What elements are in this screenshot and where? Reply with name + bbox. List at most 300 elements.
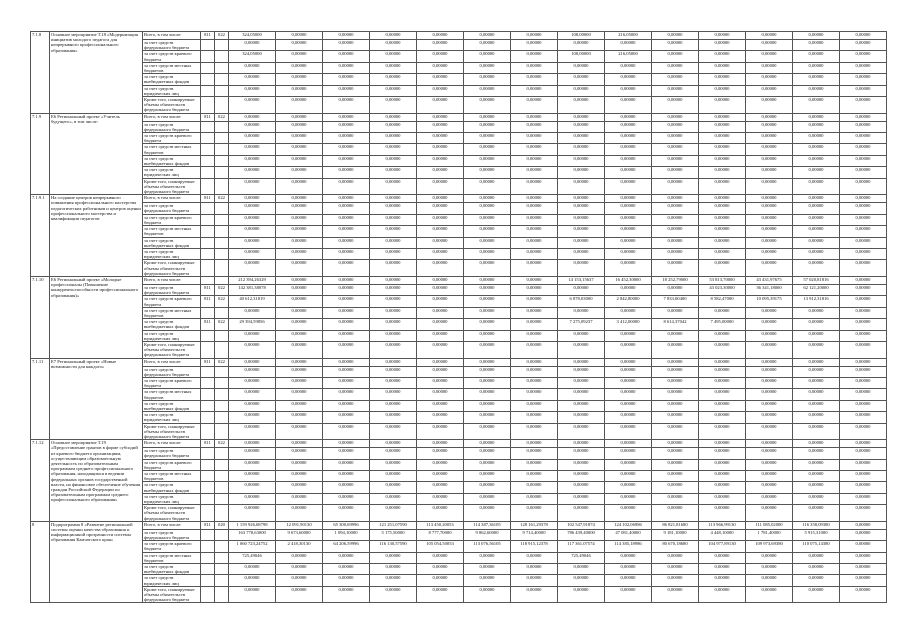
table-row bbox=[31, 133, 887, 144]
amount-cell: 0,00000 bbox=[699, 423, 746, 440]
amount-cell: 0,00000 bbox=[229, 400, 276, 411]
table-row bbox=[31, 32, 887, 40]
grbs-code bbox=[201, 248, 215, 259]
amount-cell: 0,00000 bbox=[323, 97, 370, 114]
amount-cell: 116 358,09380 bbox=[793, 521, 840, 529]
amount-cell: 0,00000 bbox=[840, 412, 887, 423]
amount-cell: 0,00000 bbox=[793, 40, 840, 51]
amount-cell: 0,00000 bbox=[229, 330, 276, 341]
amount-cell: 0,00000 bbox=[276, 377, 323, 388]
amount-cell: 0,00000 bbox=[699, 74, 746, 85]
amount-cell: 0,00000 bbox=[417, 248, 464, 259]
amount-cell: 7 275,09237 bbox=[558, 319, 605, 330]
item-title: Подпрограмма 8 «Развитие региональной системы оценки качества образования и информационной прозрачности системы образования Камчатского края» bbox=[50, 521, 143, 603]
amount-cell: 0,00000 bbox=[699, 575, 746, 586]
amount-cell: 0,00000 bbox=[229, 248, 276, 259]
amount-cell: 1 060 723,24752 bbox=[229, 541, 276, 552]
amount-cell: 0,00000 bbox=[840, 307, 887, 318]
program-code: 022 bbox=[215, 284, 229, 295]
grbs-code bbox=[201, 133, 215, 144]
grbs-code bbox=[201, 377, 215, 388]
grbs-code bbox=[201, 330, 215, 341]
amount-cell: 0,00000 bbox=[464, 377, 511, 388]
amount-cell: 0,00000 bbox=[276, 493, 323, 504]
amount-cell: 0,00000 bbox=[323, 133, 370, 144]
amount-cell: 0,00000 bbox=[605, 505, 652, 522]
funding-source: за счет средств внебюджетных фондов bbox=[143, 482, 201, 493]
grbs-code bbox=[201, 74, 215, 85]
item-number: 7.1.11 bbox=[31, 358, 50, 440]
amount-cell: 0,00000 bbox=[558, 482, 605, 493]
amount-cell: 0,00000 bbox=[652, 178, 699, 195]
table-row bbox=[31, 341, 887, 358]
amount-cell: 0,00000 bbox=[370, 97, 417, 114]
amount-cell: 0,00000 bbox=[323, 440, 370, 448]
amount-cell: 0,00000 bbox=[511, 121, 558, 132]
funding-source: за счет средств федерального бюджета bbox=[143, 366, 201, 377]
amount-cell: 0,00000 bbox=[464, 400, 511, 411]
amount-cell: 0,00000 bbox=[323, 493, 370, 504]
amount-cell: 0,00000 bbox=[793, 412, 840, 423]
amount-cell: 0,00000 bbox=[417, 319, 464, 330]
grbs-code bbox=[201, 482, 215, 493]
item-number: 7.1.12 bbox=[31, 440, 50, 522]
amount-cell: 0,00000 bbox=[699, 133, 746, 144]
program-code bbox=[215, 74, 229, 85]
amount-cell: 0,00000 bbox=[746, 237, 793, 248]
amount-cell: 0,00000 bbox=[276, 113, 323, 121]
amount-cell: 0,00000 bbox=[229, 440, 276, 448]
amount-cell: 0,00000 bbox=[793, 505, 840, 522]
amount-cell: 0,00000 bbox=[370, 493, 417, 504]
amount-cell: 0,00000 bbox=[699, 195, 746, 203]
amount-cell: 0,00000 bbox=[652, 586, 699, 603]
amount-cell: 36 341,18000 bbox=[746, 284, 793, 295]
amount-cell: 13 912,31816 bbox=[793, 296, 840, 307]
amount-cell: 0,00000 bbox=[511, 51, 558, 62]
amount-cell: 0,00000 bbox=[746, 482, 793, 493]
amount-cell: 0,00000 bbox=[746, 575, 793, 586]
amount-cell: 7 833,00400 bbox=[652, 296, 699, 307]
item-number: 8 bbox=[31, 521, 50, 603]
program-code bbox=[215, 330, 229, 341]
amount-cell: 0,00000 bbox=[229, 564, 276, 575]
amount-cell: 9 181,10000 bbox=[652, 529, 699, 540]
amount-cell: 0,00000 bbox=[558, 471, 605, 482]
amount-cell: 0,00000 bbox=[558, 586, 605, 603]
amount-cell: 0,00000 bbox=[464, 237, 511, 248]
amount-cell: 0,00000 bbox=[417, 97, 464, 114]
amount-cell: 0,00000 bbox=[323, 330, 370, 341]
amount-cell: 0,00000 bbox=[464, 178, 511, 195]
amount-cell: 0,00000 bbox=[840, 214, 887, 225]
amount-cell: 0,00000 bbox=[464, 505, 511, 522]
amount-cell: 786 439,40000 bbox=[558, 529, 605, 540]
amount-cell: 0,00000 bbox=[276, 121, 323, 132]
grbs-code bbox=[201, 121, 215, 132]
amount-cell: 0,00000 bbox=[323, 113, 370, 121]
amount-cell: 0,00000 bbox=[746, 412, 793, 423]
amount-cell: 0,00000 bbox=[746, 74, 793, 85]
amount-cell: 0,00000 bbox=[370, 564, 417, 575]
funding-source: за счет средств федерального бюджета bbox=[143, 284, 201, 295]
grbs-code: 811 bbox=[201, 521, 215, 529]
amount-cell: 0,00000 bbox=[746, 366, 793, 377]
funding-source: за счет средств местных бюджетов bbox=[143, 552, 201, 563]
amount-cell: 0,00000 bbox=[605, 440, 652, 448]
amount-cell: 0,00000 bbox=[464, 32, 511, 40]
amount-cell: 0,00000 bbox=[699, 226, 746, 237]
item-number: 7.1.9.1 bbox=[31, 195, 50, 277]
amount-cell: 0,00000 bbox=[464, 74, 511, 85]
amount-cell: 0,00000 bbox=[605, 564, 652, 575]
funding-source: за счет средств краевого бюджета bbox=[143, 133, 201, 144]
amount-cell: 0,00000 bbox=[276, 62, 323, 73]
funding-source: за счет средств местных бюджетов bbox=[143, 144, 201, 155]
amount-cell: 0,00000 bbox=[793, 552, 840, 563]
amount-cell: 0,00000 bbox=[746, 144, 793, 155]
table-row bbox=[31, 529, 887, 540]
funding-source: за счет средств краевого бюджета bbox=[143, 377, 201, 388]
amount-cell: 0,00000 bbox=[840, 133, 887, 144]
funding-source: Кроме того, планируемые объемы обязательств федерального бюджета bbox=[143, 260, 201, 277]
item-title: E7 Региональный проект «Новые возможности для каждого» bbox=[50, 358, 143, 440]
amount-cell: 0,00000 bbox=[840, 203, 887, 214]
amount-cell: 0,00000 bbox=[370, 113, 417, 121]
amount-cell: 43 023,30000 bbox=[699, 284, 746, 295]
amount-cell: 0,00000 bbox=[229, 423, 276, 440]
grbs-code bbox=[201, 85, 215, 96]
amount-cell: 0,00000 bbox=[793, 203, 840, 214]
amount-cell: 0,00000 bbox=[793, 575, 840, 586]
amount-cell: 0,00000 bbox=[511, 448, 558, 459]
amount-cell: 0,00000 bbox=[417, 471, 464, 482]
amount-cell: 0,00000 bbox=[511, 40, 558, 51]
amount-cell: 0,00000 bbox=[558, 459, 605, 470]
program-code bbox=[215, 237, 229, 248]
amount-cell: 0,00000 bbox=[840, 482, 887, 493]
amount-cell: 0,00000 bbox=[370, 248, 417, 259]
amount-cell: 0,00000 bbox=[652, 389, 699, 400]
funding-source: за счет средств юридических лиц bbox=[143, 330, 201, 341]
amount-cell: 113 076,56105 bbox=[464, 541, 511, 552]
amount-cell: 0,00000 bbox=[323, 341, 370, 358]
amount-cell: 0,00000 bbox=[417, 113, 464, 121]
amount-cell: 124 102,06986 bbox=[605, 521, 652, 529]
funding-source: за счет средств местных бюджетов bbox=[143, 62, 201, 73]
amount-cell: 3 412,00000 bbox=[605, 319, 652, 330]
amount-cell: 0,00000 bbox=[793, 167, 840, 178]
amount-cell: 0,00000 bbox=[558, 440, 605, 448]
program-code: 022 bbox=[215, 440, 229, 448]
table-row bbox=[31, 113, 887, 121]
amount-cell: 163 778,63000 bbox=[229, 529, 276, 540]
amount-cell: 0,00000 bbox=[464, 51, 511, 62]
amount-cell: 0,00000 bbox=[417, 214, 464, 225]
amount-cell: 0,00000 bbox=[370, 178, 417, 195]
amount-cell: 0,00000 bbox=[605, 248, 652, 259]
amount-cell: 0,00000 bbox=[652, 366, 699, 377]
program-code bbox=[215, 121, 229, 132]
amount-cell: 0,00000 bbox=[605, 586, 652, 603]
amount-cell: 0,00000 bbox=[511, 167, 558, 178]
grbs-code bbox=[201, 226, 215, 237]
amount-cell: 0,00000 bbox=[605, 133, 652, 144]
amount-cell: 0,00000 bbox=[840, 284, 887, 295]
amount-cell: 64 206,59996 bbox=[323, 541, 370, 552]
amount-cell: 0,00000 bbox=[417, 203, 464, 214]
funding-source: за счет средств внебюджетных фондов bbox=[143, 564, 201, 575]
amount-cell: 43 431,97675 bbox=[746, 276, 793, 284]
amount-cell: 0,00000 bbox=[417, 564, 464, 575]
amount-cell: 0,00000 bbox=[276, 144, 323, 155]
funding-source: за счет средств краевого бюджета bbox=[143, 214, 201, 225]
amount-cell: 0,00000 bbox=[652, 505, 699, 522]
amount-cell: 14 153,15637 bbox=[558, 276, 605, 284]
amount-cell: 0,00000 bbox=[276, 330, 323, 341]
funding-source: за счет средств федерального бюджета bbox=[143, 203, 201, 214]
program-code bbox=[215, 51, 229, 62]
amount-cell: 0,00000 bbox=[699, 552, 746, 563]
amount-cell: 80 670,18680 bbox=[652, 541, 699, 552]
table-row bbox=[31, 260, 887, 277]
amount-cell: 725,49046 bbox=[558, 552, 605, 563]
amount-cell: 0,00000 bbox=[511, 400, 558, 411]
amount-cell: 0,00000 bbox=[511, 133, 558, 144]
funding-source: за счет средств внебюджетных фондов bbox=[143, 400, 201, 411]
amount-cell: 0,00000 bbox=[558, 144, 605, 155]
amount-cell: 0,00000 bbox=[699, 505, 746, 522]
amount-cell: 0,00000 bbox=[276, 448, 323, 459]
amount-cell: 0,00000 bbox=[511, 85, 558, 96]
program-code bbox=[215, 493, 229, 504]
amount-cell: 0,00000 bbox=[276, 74, 323, 85]
amount-cell: 0,00000 bbox=[511, 366, 558, 377]
amount-cell: 0,00000 bbox=[840, 144, 887, 155]
amount-cell: 0,00000 bbox=[840, 448, 887, 459]
amount-cell: 0,00000 bbox=[323, 319, 370, 330]
grbs-code bbox=[201, 51, 215, 62]
amount-cell: 0,00000 bbox=[605, 155, 652, 166]
amount-cell: 0,00000 bbox=[511, 296, 558, 307]
table-row bbox=[31, 62, 887, 73]
amount-cell: 0,00000 bbox=[652, 85, 699, 96]
amount-cell: 0,00000 bbox=[323, 276, 370, 284]
amount-cell: 0,00000 bbox=[229, 366, 276, 377]
amount-cell: 0,00000 bbox=[276, 32, 323, 40]
grbs-code bbox=[201, 178, 215, 195]
amount-cell: 0,00000 bbox=[746, 260, 793, 277]
amount-cell: 0,00000 bbox=[511, 482, 558, 493]
funding-source: за счет средств юридических лиц bbox=[143, 248, 201, 259]
amount-cell: 0,00000 bbox=[558, 121, 605, 132]
amount-cell: 0,00000 bbox=[840, 366, 887, 377]
amount-cell: 0,00000 bbox=[840, 377, 887, 388]
table-row bbox=[31, 51, 887, 62]
table-row bbox=[31, 248, 887, 259]
amount-cell: 0,00000 bbox=[323, 389, 370, 400]
table-row bbox=[31, 74, 887, 85]
amount-cell: 0,00000 bbox=[511, 276, 558, 284]
amount-cell: 0,00000 bbox=[323, 586, 370, 603]
program-code bbox=[215, 155, 229, 166]
amount-cell: 0,00000 bbox=[746, 121, 793, 132]
table-row bbox=[31, 423, 887, 440]
table-row bbox=[31, 521, 887, 529]
grbs-code bbox=[201, 448, 215, 459]
amount-cell: 0,00000 bbox=[605, 459, 652, 470]
amount-cell: 0,00000 bbox=[840, 32, 887, 40]
amount-cell: 0,00000 bbox=[417, 366, 464, 377]
amount-cell: 0,00000 bbox=[276, 358, 323, 366]
funding-source: за счет средств юридических лиц bbox=[143, 575, 201, 586]
amount-cell: 0,00000 bbox=[511, 552, 558, 563]
amount-cell: 0,00000 bbox=[746, 214, 793, 225]
grbs-code bbox=[201, 97, 215, 114]
program-code bbox=[215, 203, 229, 214]
funding-source: за счет средств местных бюджетов bbox=[143, 389, 201, 400]
amount-cell: 0,00000 bbox=[417, 586, 464, 603]
amount-cell: 0,00000 bbox=[370, 203, 417, 214]
grbs-code bbox=[201, 586, 215, 603]
amount-cell: 0,00000 bbox=[652, 440, 699, 448]
amount-cell: 0,00000 bbox=[793, 307, 840, 318]
amount-cell: 0,00000 bbox=[793, 366, 840, 377]
amount-cell: 0,00000 bbox=[699, 40, 746, 51]
amount-cell: 0,00000 bbox=[370, 195, 417, 203]
amount-cell: 0,00000 bbox=[699, 121, 746, 132]
amount-cell: 0,00000 bbox=[793, 358, 840, 366]
amount-cell: 0,00000 bbox=[605, 341, 652, 358]
grbs-code bbox=[201, 423, 215, 440]
amount-cell: 0,00000 bbox=[370, 51, 417, 62]
amount-cell: 0,00000 bbox=[605, 195, 652, 203]
amount-cell: 0,00000 bbox=[417, 377, 464, 388]
amount-cell: 2 842,80000 bbox=[605, 296, 652, 307]
amount-cell: 0,00000 bbox=[793, 121, 840, 132]
amount-cell: 108,00000 bbox=[558, 32, 605, 40]
amount-cell: 0,00000 bbox=[699, 330, 746, 341]
amount-cell: 0,00000 bbox=[511, 471, 558, 482]
table-row bbox=[31, 203, 887, 214]
amount-cell: 0,00000 bbox=[605, 203, 652, 214]
amount-cell: 0,00000 bbox=[323, 203, 370, 214]
funding-source: за счет средств федерального бюджета bbox=[143, 448, 201, 459]
table-row bbox=[31, 97, 887, 114]
amount-cell: 0,00000 bbox=[793, 471, 840, 482]
amount-cell: 0,00000 bbox=[793, 423, 840, 440]
amount-cell: 0,00000 bbox=[840, 155, 887, 166]
grbs-code bbox=[201, 366, 215, 377]
amount-cell: 0,00000 bbox=[276, 214, 323, 225]
funding-source: за счет средств федерального бюджета bbox=[143, 121, 201, 132]
amount-cell: 0,00000 bbox=[417, 32, 464, 40]
amount-cell: 0,00000 bbox=[840, 400, 887, 411]
amount-cell: 0,00000 bbox=[370, 440, 417, 448]
amount-cell: 0,00000 bbox=[793, 564, 840, 575]
amount-cell: 1 159 926,68798 bbox=[229, 521, 276, 529]
amount-cell: 0,00000 bbox=[558, 341, 605, 358]
amount-cell: 0,00000 bbox=[652, 284, 699, 295]
amount-cell: 0,00000 bbox=[464, 423, 511, 440]
amount-cell: 117 361,07574 bbox=[558, 541, 605, 552]
amount-cell: 0,00000 bbox=[699, 178, 746, 195]
amount-cell: 0,00000 bbox=[793, 586, 840, 603]
program-code bbox=[215, 260, 229, 277]
amount-cell: 0,00000 bbox=[652, 564, 699, 575]
amount-cell: 0,00000 bbox=[511, 440, 558, 448]
amount-cell: 0,00000 bbox=[370, 284, 417, 295]
amount-cell: 5 915,31000 bbox=[793, 529, 840, 540]
amount-cell: 0,00000 bbox=[699, 167, 746, 178]
amount-cell: 0,00000 bbox=[652, 448, 699, 459]
amount-cell: 0,00000 bbox=[323, 260, 370, 277]
amount-cell: 113 966,99130 bbox=[699, 521, 746, 529]
amount-cell: 0,00000 bbox=[464, 358, 511, 366]
amount-cell: 0,00000 bbox=[370, 482, 417, 493]
amount-cell: 0,00000 bbox=[558, 564, 605, 575]
amount-cell: 0,00000 bbox=[370, 586, 417, 603]
amount-cell: 0,00000 bbox=[746, 471, 793, 482]
amount-cell: 0,00000 bbox=[323, 237, 370, 248]
amount-cell: 0,00000 bbox=[699, 113, 746, 121]
amount-cell: 0,00000 bbox=[229, 412, 276, 423]
amount-cell: 0,00000 bbox=[793, 482, 840, 493]
amount-cell: 0,00000 bbox=[464, 214, 511, 225]
amount-cell: 0,00000 bbox=[793, 389, 840, 400]
grbs-code bbox=[201, 341, 215, 358]
amount-cell: 0,00000 bbox=[699, 482, 746, 493]
amount-cell: 0,00000 bbox=[793, 330, 840, 341]
amount-cell: 0,00000 bbox=[370, 167, 417, 178]
amount-cell: 0,00000 bbox=[464, 276, 511, 284]
amount-cell: 0,00000 bbox=[370, 358, 417, 366]
program-code: 022 bbox=[215, 296, 229, 307]
amount-cell: 0,00000 bbox=[229, 133, 276, 144]
amount-cell: 113 450,20053 bbox=[417, 521, 464, 529]
amount-cell: 0,00000 bbox=[464, 155, 511, 166]
program-code: 022 bbox=[215, 358, 229, 366]
amount-cell: 0,00000 bbox=[652, 133, 699, 144]
program-code bbox=[215, 575, 229, 586]
amount-cell: 0,00000 bbox=[699, 237, 746, 248]
amount-cell: 0,00000 bbox=[229, 97, 276, 114]
amount-cell: 0,00000 bbox=[699, 32, 746, 40]
amount-cell: 0,00000 bbox=[464, 40, 511, 51]
amount-cell: 0,00000 bbox=[464, 296, 511, 307]
amount-cell: 105 054,50053 bbox=[417, 541, 464, 552]
funding-source: за счет средств внебюджетных фондов bbox=[143, 237, 201, 248]
program-code: 022 bbox=[215, 195, 229, 203]
amount-cell: 0,00000 bbox=[746, 341, 793, 358]
amount-cell: 0,00000 bbox=[323, 121, 370, 132]
amount-cell: 0,00000 bbox=[840, 423, 887, 440]
amount-cell: 0,00000 bbox=[417, 307, 464, 318]
grbs-code bbox=[201, 155, 215, 166]
table-row bbox=[31, 575, 887, 586]
funding-source: за счет средств юридических лиц bbox=[143, 85, 201, 96]
grbs-code bbox=[201, 389, 215, 400]
funding-source: Всего, в том числе: bbox=[143, 113, 201, 121]
amount-cell: 0,00000 bbox=[276, 412, 323, 423]
amount-cell: 0,00000 bbox=[417, 195, 464, 203]
amount-cell: 0,00000 bbox=[511, 62, 558, 73]
grbs-code: 811 bbox=[201, 358, 215, 366]
amount-cell: 0,00000 bbox=[464, 586, 511, 603]
funding-source: Кроме того, планируемые объемы обязательств федерального бюджета bbox=[143, 341, 201, 358]
amount-cell: 0,00000 bbox=[652, 307, 699, 318]
amount-cell: 0,00000 bbox=[746, 459, 793, 470]
